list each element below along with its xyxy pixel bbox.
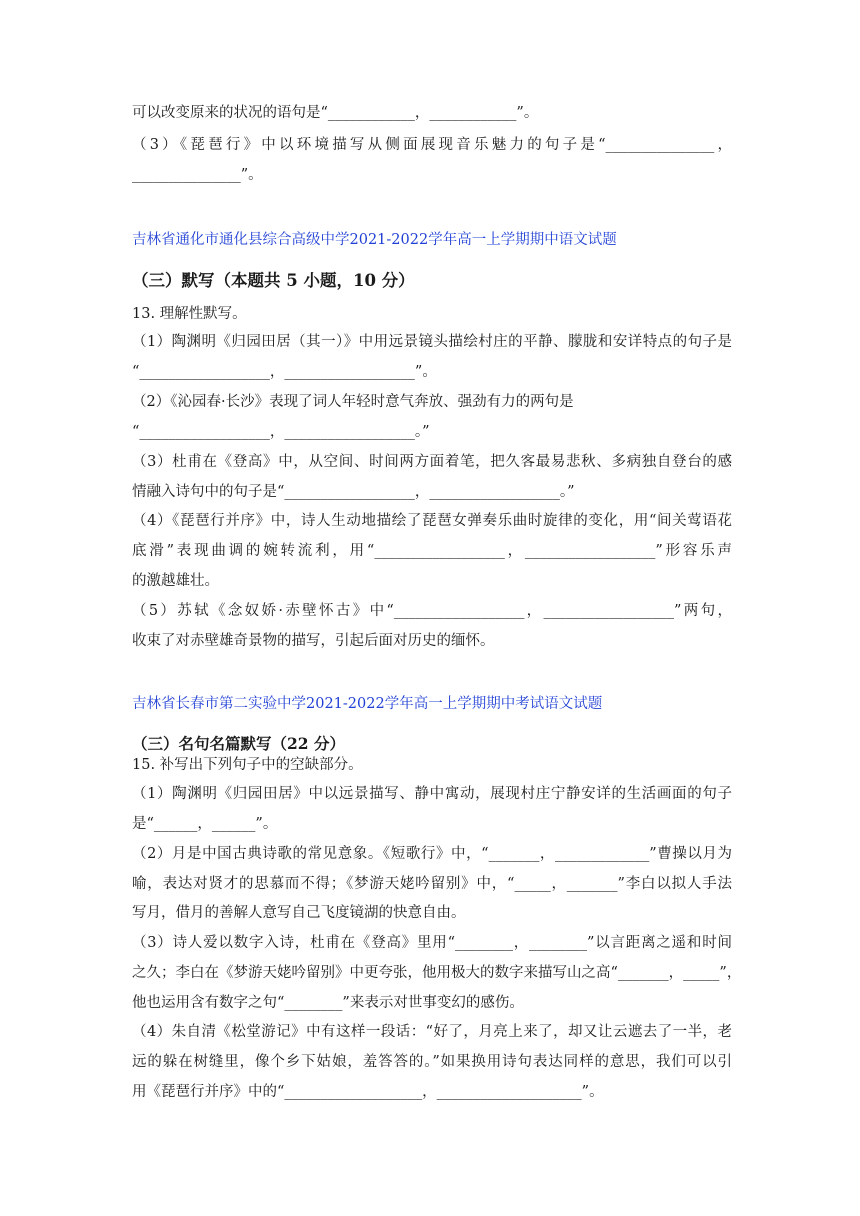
paragraph-line: _______________”。 [132, 167, 263, 183]
paragraph-line: 可以改变原来的状况的语句是“____________，____________”。 [132, 105, 539, 121]
paragraph-line: 是“______，______”。 [132, 816, 278, 832]
paragraph-line: 写月，借月的善解人意写自己飞度镜湖的快意自由。 [132, 905, 466, 921]
paragraph-line: （3）诗人爱以数字入诗，杜甫在《登高》里用“________，________”以言距离之遥和时间 [132, 935, 732, 951]
source-title: 吉林省长春市第二实验中学2021-2022学年高一上学期期中考试语文试题 [132, 696, 603, 712]
paragraph-line: （3）杜甫在《登高》中，从空间、时间两方面着笔，把久客最易悲秋、多病独自登台的感 [132, 454, 732, 470]
paragraph-line: “__________________，__________________”。 [132, 364, 437, 380]
question-number: 13. 理解性默写。 [132, 306, 247, 322]
paragraph-line: 用《琵琶行并序》中的“___________________，____________________”。 [132, 1084, 604, 1100]
section-heading: （三）名句名篇默写（22 分） [132, 734, 345, 753]
paragraph-line: （3）《琵琶行》中以环境描写从侧面展现音乐魅力的句子是“_______________， [132, 137, 732, 153]
paragraph-line: （2）月是中国古典诗歌的常见意象。《短歌行》中，“_______，_____________”曹操以月为 [132, 846, 732, 862]
paragraph-line: 喻，表达对贤才的思慕而不得；《梦游天姥吟留别》中，“_____，_______”李白以拟人手法 [132, 876, 732, 892]
source-title: 吉林省通化市通化县综合高级中学2021-2022学年高一上学期期中语文试题 [132, 232, 617, 248]
paragraph-line: 的激越雄壮。 [132, 573, 219, 589]
paragraph-line: （4）朱自清《松堂游记》中有这样一段话：“好了，月亮上来了，却又让云遮去了一半，老 [132, 1024, 732, 1040]
paragraph-line: 远的躲在树缝里，像个乡下姑娘，羞答答的。”如果换用诗句表达同样的意思，我们可以引 [132, 1054, 732, 1070]
section-heading: （三）默写（本题共 5 小题，10 分） [132, 271, 415, 290]
paragraph-line: 他也运用含有数字之句“________”来表示对世事变幻的感伤。 [132, 995, 524, 1011]
paragraph-line: （2）《沁园春·长沙》表现了词人年轻时意气奔放、强劲有力的两句是 [132, 394, 574, 410]
paragraph-line: （1）陶渊明《归园田居》中以远景描写、静中寓动，展现村庄宁静安详的生活画面的句子 [132, 786, 732, 802]
paragraph-line: 情融入诗句中的句子是“__________________，__________________。” [132, 484, 575, 500]
paragraph-line: （5）苏轼《念奴娇·赤壁怀古》中“__________________，__________________”两句， [132, 603, 732, 619]
paragraph-line: 底滑”表现曲调的婉转流利，用“__________________，__________________”形容乐声 [132, 543, 732, 559]
paragraph-line: （1）陶渊明《归园田居（其一）》中用远景镜头描绘村庄的平静、朦胧和安详特点的句子是 [132, 334, 732, 350]
paragraph-line: （4）《琵琶行并序》中，诗人生动地描绘了琵琶女弹奏乐曲时旋律的变化，用“间关莺语花 [132, 513, 732, 529]
paragraph-line: 收束了对赤壁雄奇景物的描写，引起后面对历史的缅怀。 [132, 633, 495, 649]
question-number: 15. 补写出下列句子中的空缺部分。 [132, 757, 363, 773]
paragraph-line: “__________________，__________________。” [132, 424, 430, 440]
paragraph-line: 之久；李白在《梦游天姥吟留别》中更夸张，他用极大的数字来描写山之高“_______，_____”， [132, 965, 742, 981]
